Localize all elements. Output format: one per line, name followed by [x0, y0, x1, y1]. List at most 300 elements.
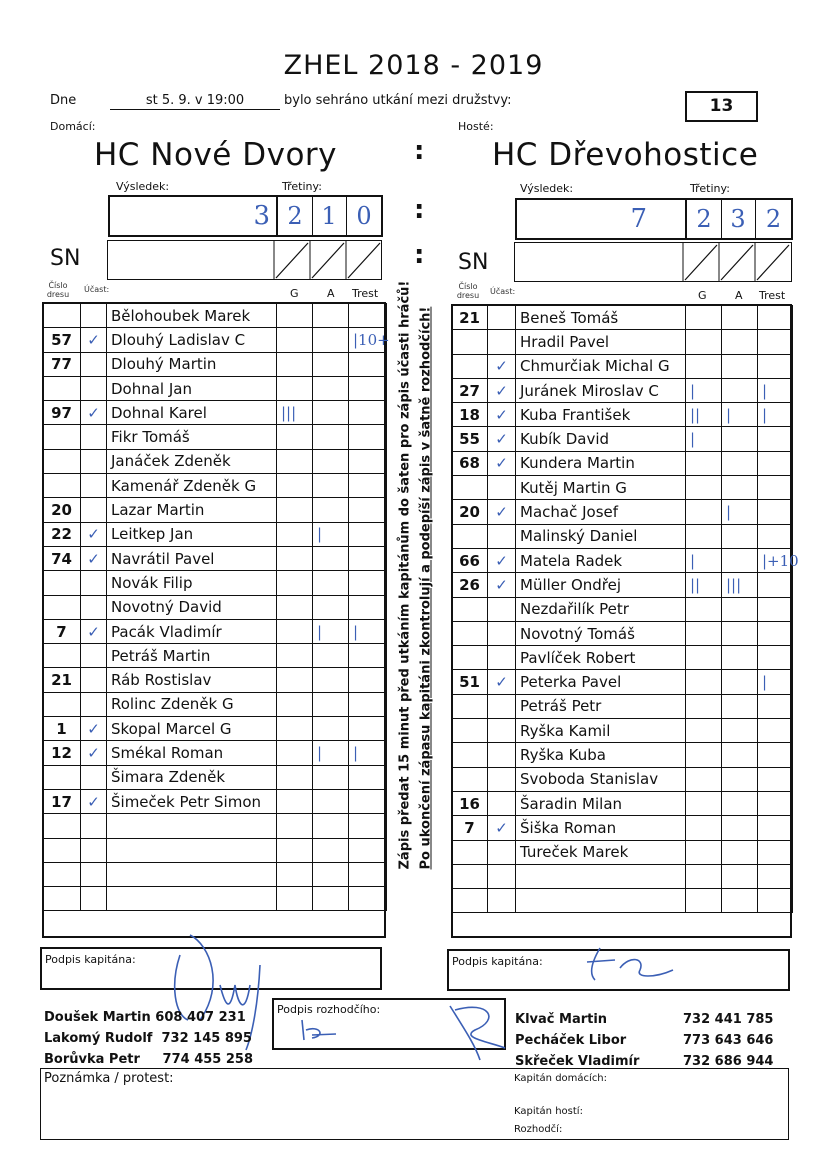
assists-cell	[722, 306, 758, 330]
away-team-name: HC Dřevohostice	[492, 137, 759, 173]
penalty-cell	[349, 668, 387, 692]
attendance-check	[488, 719, 516, 743]
goals-cell	[686, 816, 722, 840]
player-name	[107, 862, 277, 886]
home-period-3: 0	[356, 202, 372, 230]
player-name: Ryška Kamil	[516, 719, 686, 743]
referees-right-names	[515, 1009, 639, 1072]
referee-row: Doušek Martin 608 407 231	[44, 1010, 246, 1025]
table-row	[43, 571, 387, 595]
table-row	[452, 694, 793, 718]
away-result-label: Výsledek:	[520, 182, 574, 195]
table-row	[43, 789, 387, 813]
assists-cell	[313, 789, 349, 813]
assists-cell	[722, 330, 758, 354]
home-period-2: 1	[312, 197, 347, 235]
table-row	[43, 595, 387, 619]
goals-cell	[277, 814, 313, 838]
jersey-number	[452, 864, 488, 888]
home-sn-box	[107, 240, 382, 280]
home-periods-label: Třetiny:	[282, 180, 322, 193]
table-row	[43, 741, 387, 765]
assists-cell	[722, 548, 758, 572]
player-name: Novák Filip	[107, 571, 277, 595]
attendance-check	[81, 352, 107, 376]
away-sn-box	[514, 242, 792, 282]
table-row	[43, 862, 387, 886]
penalty-cell: |	[758, 378, 793, 402]
jersey-number: 55	[452, 427, 488, 451]
player-name: Ryška Kuba	[516, 743, 686, 767]
penalty-cell	[349, 765, 387, 789]
goals-cell	[277, 765, 313, 789]
jersey-number	[452, 621, 488, 645]
player-name: Juránek Miroslav C	[516, 378, 686, 402]
assists-cell	[313, 498, 349, 522]
attendance-check	[81, 765, 107, 789]
jersey-number	[43, 644, 81, 668]
penalty-cell	[758, 354, 793, 378]
away-sn-label: SN	[458, 250, 489, 275]
assists-cell	[313, 717, 349, 741]
assists-cell	[313, 425, 349, 449]
player-name: Rolinc Zdeněk G	[107, 692, 277, 716]
penalty-cell	[758, 476, 793, 500]
table-row	[452, 719, 793, 743]
jersey-number	[43, 449, 81, 473]
player-name	[107, 887, 277, 911]
assists-cell: |	[313, 619, 349, 643]
assists-cell: |	[722, 500, 758, 524]
player-name: Pavlíček Robert	[516, 646, 686, 670]
penalty-cell	[349, 814, 387, 838]
date-label: Dne	[50, 93, 77, 108]
jersey-number	[43, 814, 81, 838]
note-label: Poznámka / protest:	[44, 1071, 174, 1086]
home-team-name: HC Nové Dvory	[94, 137, 338, 173]
table-row	[452, 646, 793, 670]
attendance-check	[488, 306, 516, 330]
table-row	[452, 451, 793, 475]
jersey-number	[452, 354, 488, 378]
attendance-check	[81, 887, 107, 911]
table-row	[452, 864, 793, 888]
away-sn-slashes	[683, 243, 791, 281]
table-row	[452, 330, 793, 354]
table-row	[43, 619, 387, 643]
penalty-cell	[758, 573, 793, 597]
player-name: Šaradin Milan	[516, 791, 686, 815]
home-label: Domácí:	[50, 120, 96, 133]
player-name: Petráš Martin	[107, 644, 277, 668]
goals-cell	[277, 741, 313, 765]
table-row	[452, 524, 793, 548]
attendance-check	[81, 304, 107, 328]
home-attend-header: Účast:	[84, 285, 110, 294]
player-name: Skopal Marcel G	[107, 717, 277, 741]
referees-left	[44, 1007, 253, 1070]
jersey-number: 74	[43, 546, 81, 570]
table-row	[43, 401, 387, 425]
attendance-check	[488, 597, 516, 621]
goals-cell	[277, 352, 313, 376]
jersey-number: 18	[452, 403, 488, 427]
player-name: Matela Radek	[516, 548, 686, 572]
away-penalty-header: Trest	[759, 289, 786, 302]
table-row	[43, 352, 387, 376]
jersey-number	[43, 425, 81, 449]
assists-cell	[722, 767, 758, 791]
home-period-1: 2	[276, 197, 313, 235]
penalty-cell	[758, 767, 793, 791]
goals-cell	[277, 498, 313, 522]
home-result-label: Výsledek:	[116, 180, 170, 193]
attendance-check: ✓	[81, 522, 107, 546]
attendance-check: ✓	[488, 451, 516, 475]
player-name: Chmurčiak Michal G	[516, 354, 686, 378]
goals-cell	[277, 717, 313, 741]
penalty-cell	[349, 401, 387, 425]
assists-cell	[313, 765, 349, 789]
goals-cell	[277, 449, 313, 473]
player-name: Kundera Martin	[516, 451, 686, 475]
goals-cell	[277, 668, 313, 692]
jersey-number: 21	[452, 306, 488, 330]
penalty-cell	[349, 595, 387, 619]
goals-cell	[277, 474, 313, 498]
jersey-number: 7	[452, 816, 488, 840]
penalty-cell	[349, 789, 387, 813]
referee-phone: 732 441 785	[683, 1012, 774, 1027]
goals-cell	[277, 887, 313, 911]
table-row	[43, 546, 387, 570]
away-period-3: 2	[765, 205, 782, 233]
attendance-check	[81, 498, 107, 522]
assists-cell	[722, 889, 758, 913]
goals-cell	[277, 571, 313, 595]
page-title: ZHEL 2018 - 2019	[283, 50, 544, 81]
penalty-cell: |+10	[758, 548, 793, 572]
assists-cell	[313, 838, 349, 862]
table-row	[43, 692, 387, 716]
goals-cell	[686, 767, 722, 791]
assists-cell: |||	[722, 573, 758, 597]
attendance-check	[488, 840, 516, 864]
penalty-cell	[758, 451, 793, 475]
jersey-number: 57	[43, 328, 81, 352]
jersey-number: 77	[43, 352, 81, 376]
player-name: Pacák Vladimír	[107, 619, 277, 643]
assists-cell	[313, 546, 349, 570]
goals-cell	[686, 646, 722, 670]
goals-cell	[277, 619, 313, 643]
player-name: Dohnal Jan	[107, 376, 277, 400]
jersey-number	[452, 646, 488, 670]
penalty-cell	[758, 694, 793, 718]
penalty-cell	[758, 524, 793, 548]
goals-cell	[277, 376, 313, 400]
vertical-note-1: Zápis předat 15 minut před utkáním kapitánům do šaten pro zápis účasti hráčů!	[397, 280, 413, 870]
goals-cell	[686, 354, 722, 378]
table-row	[43, 474, 387, 498]
goals-cell	[686, 743, 722, 767]
penalty-cell	[349, 862, 387, 886]
attendance-check: ✓	[81, 619, 107, 643]
table-row	[452, 403, 793, 427]
table-row	[452, 840, 793, 864]
attendance-check: ✓	[488, 500, 516, 524]
home-sn-label: SN	[50, 246, 81, 271]
referee-phone: 732 686 944	[683, 1054, 774, 1069]
jersey-number: 16	[452, 791, 488, 815]
jersey-number	[452, 476, 488, 500]
attendance-check	[488, 621, 516, 645]
table-row	[452, 621, 793, 645]
jersey-number	[43, 304, 81, 328]
referee-label: Rozhodčí:	[514, 1124, 563, 1135]
attendance-check	[81, 814, 107, 838]
assists-cell	[722, 864, 758, 888]
attendance-check	[488, 646, 516, 670]
attendance-check: ✓	[488, 548, 516, 572]
penalty-cell: |	[349, 619, 387, 643]
player-name: Kutěj Martin G	[516, 476, 686, 500]
table-row	[452, 597, 793, 621]
penalty-cell	[349, 474, 387, 498]
goals-cell	[686, 306, 722, 330]
match-date: st 5. 9. v 19:00	[110, 93, 280, 110]
penalty-cell	[349, 571, 387, 595]
away-assists-header: A	[735, 289, 743, 302]
player-name: Dohnal Karel	[107, 401, 277, 425]
referee-name: Skřeček Vladimír	[515, 1054, 640, 1069]
table-row	[43, 304, 387, 328]
player-name: Bělohoubek Marek	[107, 304, 277, 328]
penalty-cell	[758, 889, 793, 913]
table-row	[43, 449, 387, 473]
goals-cell	[277, 692, 313, 716]
goals-cell	[686, 889, 722, 913]
away-captain-sign-label: Podpis kapitána:	[452, 955, 543, 968]
away-periods-label: Třetiny:	[690, 182, 730, 195]
referee-phone: 773 643 646	[683, 1033, 774, 1048]
table-row	[452, 767, 793, 791]
jersey-number: 20	[452, 500, 488, 524]
jersey-number	[43, 862, 81, 886]
attendance-check: ✓	[488, 427, 516, 451]
jersey-number	[452, 597, 488, 621]
player-name: Janáček Zdeněk	[107, 449, 277, 473]
jersey-number	[43, 887, 81, 911]
goals-cell	[277, 425, 313, 449]
away-goals-header: G	[698, 289, 707, 302]
jersey-number: 26	[452, 573, 488, 597]
attendance-check: ✓	[81, 401, 107, 425]
penalty-cell	[349, 376, 387, 400]
assists-cell	[313, 644, 349, 668]
attendance-check: ✓	[488, 573, 516, 597]
away-result: 7	[630, 204, 647, 234]
attendance-check	[81, 376, 107, 400]
attendance-check: ✓	[488, 354, 516, 378]
attendance-check	[488, 791, 516, 815]
penalty-cell	[758, 791, 793, 815]
penalty-cell	[758, 864, 793, 888]
goals-cell	[686, 524, 722, 548]
goals-cell	[686, 500, 722, 524]
goals-cell: |	[686, 548, 722, 572]
away-captain-label: Kapitán hostí:	[514, 1106, 583, 1117]
away-roster	[451, 305, 799, 913]
goals-cell	[686, 791, 722, 815]
referee-row: Lakomý Rudolf 732 145 895	[44, 1031, 252, 1046]
penalty-cell	[349, 644, 387, 668]
jersey-number	[452, 524, 488, 548]
table-row	[43, 376, 387, 400]
table-row	[452, 306, 793, 330]
penalty-cell	[349, 449, 387, 473]
away-label: Hosté:	[458, 120, 494, 133]
assists-cell	[722, 670, 758, 694]
goals-cell: |	[686, 427, 722, 451]
goals-cell	[686, 476, 722, 500]
attendance-check	[488, 524, 516, 548]
attendance-check: ✓	[81, 328, 107, 352]
table-row	[452, 378, 793, 402]
player-name	[107, 814, 277, 838]
player-name: Smékal Roman	[107, 741, 277, 765]
table-row	[452, 791, 793, 815]
goals-cell	[277, 522, 313, 546]
table-row	[452, 573, 793, 597]
assists-cell	[722, 354, 758, 378]
assists-cell: |	[722, 403, 758, 427]
table-row	[43, 887, 387, 911]
goals-cell: ||	[686, 403, 722, 427]
attendance-check: ✓	[488, 378, 516, 402]
penalty-cell: |10+	[349, 328, 387, 352]
goals-cell	[686, 330, 722, 354]
penalty-cell	[758, 597, 793, 621]
player-name: Hradil Pavel	[516, 330, 686, 354]
assists-cell	[722, 646, 758, 670]
penalty-cell	[758, 816, 793, 840]
table-row	[43, 644, 387, 668]
penalty-cell: |	[758, 670, 793, 694]
away-attend-header: Účast:	[490, 287, 516, 296]
table-row	[43, 668, 387, 692]
jersey-number: 51	[452, 670, 488, 694]
player-name: Navrátil Pavel	[107, 546, 277, 570]
table-row	[43, 717, 387, 741]
table-row	[452, 889, 793, 913]
table-row	[452, 548, 793, 572]
jersey-number	[452, 767, 488, 791]
player-name: Svoboda Stanislav	[516, 767, 686, 791]
assists-cell	[313, 474, 349, 498]
team-separator: :	[414, 136, 425, 166]
table-row	[452, 354, 793, 378]
away-jersey-header: Číslo dresu	[456, 282, 480, 300]
goals-cell	[686, 597, 722, 621]
referee-signature	[290, 1000, 530, 1070]
jersey-number: 22	[43, 522, 81, 546]
table-row	[452, 816, 793, 840]
penalty-cell	[349, 498, 387, 522]
player-name: Dlouhý Ladislav C	[107, 328, 277, 352]
assists-cell	[313, 376, 349, 400]
goals-cell	[686, 451, 722, 475]
penalty-cell	[349, 546, 387, 570]
jersey-number	[43, 838, 81, 862]
goals-cell	[277, 862, 313, 886]
jersey-number	[452, 840, 488, 864]
table-row	[43, 328, 387, 352]
table-row	[43, 838, 387, 862]
home-result: 3	[253, 201, 270, 231]
jersey-number: 27	[452, 378, 488, 402]
attendance-check: ✓	[81, 717, 107, 741]
player-name	[107, 838, 277, 862]
penalty-cell	[349, 692, 387, 716]
penalty-cell	[758, 743, 793, 767]
table-row	[452, 670, 793, 694]
home-jersey-header: Číslo dresu	[46, 281, 70, 299]
jersey-number	[43, 595, 81, 619]
goals-cell	[686, 864, 722, 888]
player-name: Ráb Rostislav	[107, 668, 277, 692]
assists-cell	[722, 427, 758, 451]
assists-cell	[313, 449, 349, 473]
goals-cell	[277, 546, 313, 570]
jersey-number: 66	[452, 548, 488, 572]
goals-cell	[686, 840, 722, 864]
attendance-check	[488, 889, 516, 913]
attendance-check	[81, 425, 107, 449]
jersey-number: 68	[452, 451, 488, 475]
jersey-number: 97	[43, 401, 81, 425]
player-name: Šimeček Petr Simon	[107, 789, 277, 813]
penalty-cell: |	[758, 403, 793, 427]
assists-cell	[313, 328, 349, 352]
referee-name: Pecháček Libor	[515, 1033, 627, 1048]
assists-cell	[722, 816, 758, 840]
assists-cell	[722, 694, 758, 718]
goals-cell	[277, 595, 313, 619]
player-name: Petráš Petr	[516, 694, 686, 718]
player-name: Beneš Tomáš	[516, 306, 686, 330]
assists-cell	[313, 692, 349, 716]
penalty-cell	[758, 330, 793, 354]
player-name: Kubík David	[516, 427, 686, 451]
attendance-check	[488, 743, 516, 767]
assists-cell	[313, 668, 349, 692]
assists-cell	[722, 476, 758, 500]
penalty-cell	[349, 838, 387, 862]
penalty-cell	[349, 522, 387, 546]
jersey-number: 12	[43, 741, 81, 765]
assists-cell	[722, 524, 758, 548]
away-period-1: 2	[685, 200, 722, 238]
player-name: Novotný Tomáš	[516, 621, 686, 645]
sn-separator: :	[414, 240, 425, 270]
goals-cell: |	[686, 378, 722, 402]
penalty-cell	[349, 352, 387, 376]
table-row	[43, 425, 387, 449]
player-name: Kamenář Zdeněk G	[107, 474, 277, 498]
player-name: Dlouhý Martin	[107, 352, 277, 376]
table-row	[452, 427, 793, 451]
